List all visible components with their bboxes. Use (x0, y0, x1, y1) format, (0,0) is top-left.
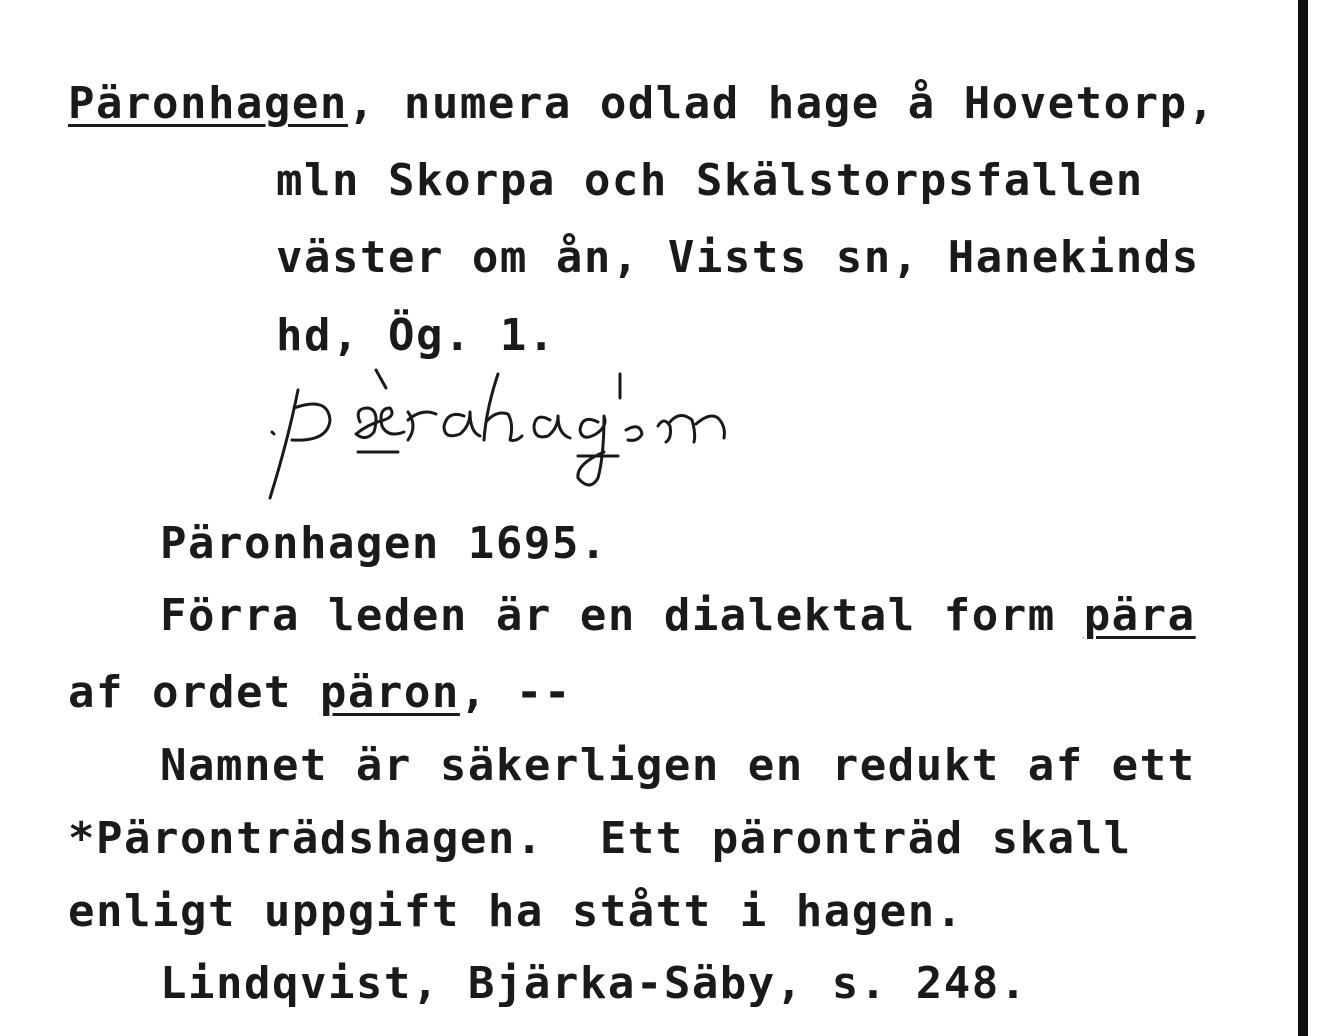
heading-line (68, 78, 1216, 130)
handwriting-drawing (258, 360, 838, 510)
note-line-1: Namnet är säkerligen en redukt af ett (160, 740, 1196, 791)
place-name-heading: Päronhagen (68, 78, 348, 129)
handwritten-pronunciation (258, 360, 838, 510)
card-edge (1298, 0, 1308, 1036)
note-line-2: *Päronträdshagen. Ett päronträd skall (68, 813, 1132, 864)
note-line-3: enligt uppgift ha stått i hagen. (68, 886, 964, 937)
location-line-2: väster om ån, Vists sn, Hanekinds (276, 232, 1200, 283)
location-line-1: mln Skorpa och Skälstorpsfallen (276, 155, 1144, 206)
dialect-word: pära (1083, 590, 1196, 641)
base-word: päron (319, 667, 460, 718)
etymology-text: Förra leden är en dialektal form (160, 590, 1084, 641)
etymology-suffix: , -- (459, 667, 572, 718)
etymology-line-2 (68, 667, 572, 719)
location-line-3: hd, Ög. 1. (276, 310, 556, 361)
etymology-prefix: af ordet (68, 667, 320, 718)
etymology-line-1 (160, 590, 1196, 642)
record-line: Päronhagen 1695. (160, 518, 608, 569)
heading-description: , numera odlad hage å Hovetorp, (347, 78, 1216, 129)
source-reference: Lindqvist, Bjärka-Säby, s. 248. (160, 958, 1028, 1009)
